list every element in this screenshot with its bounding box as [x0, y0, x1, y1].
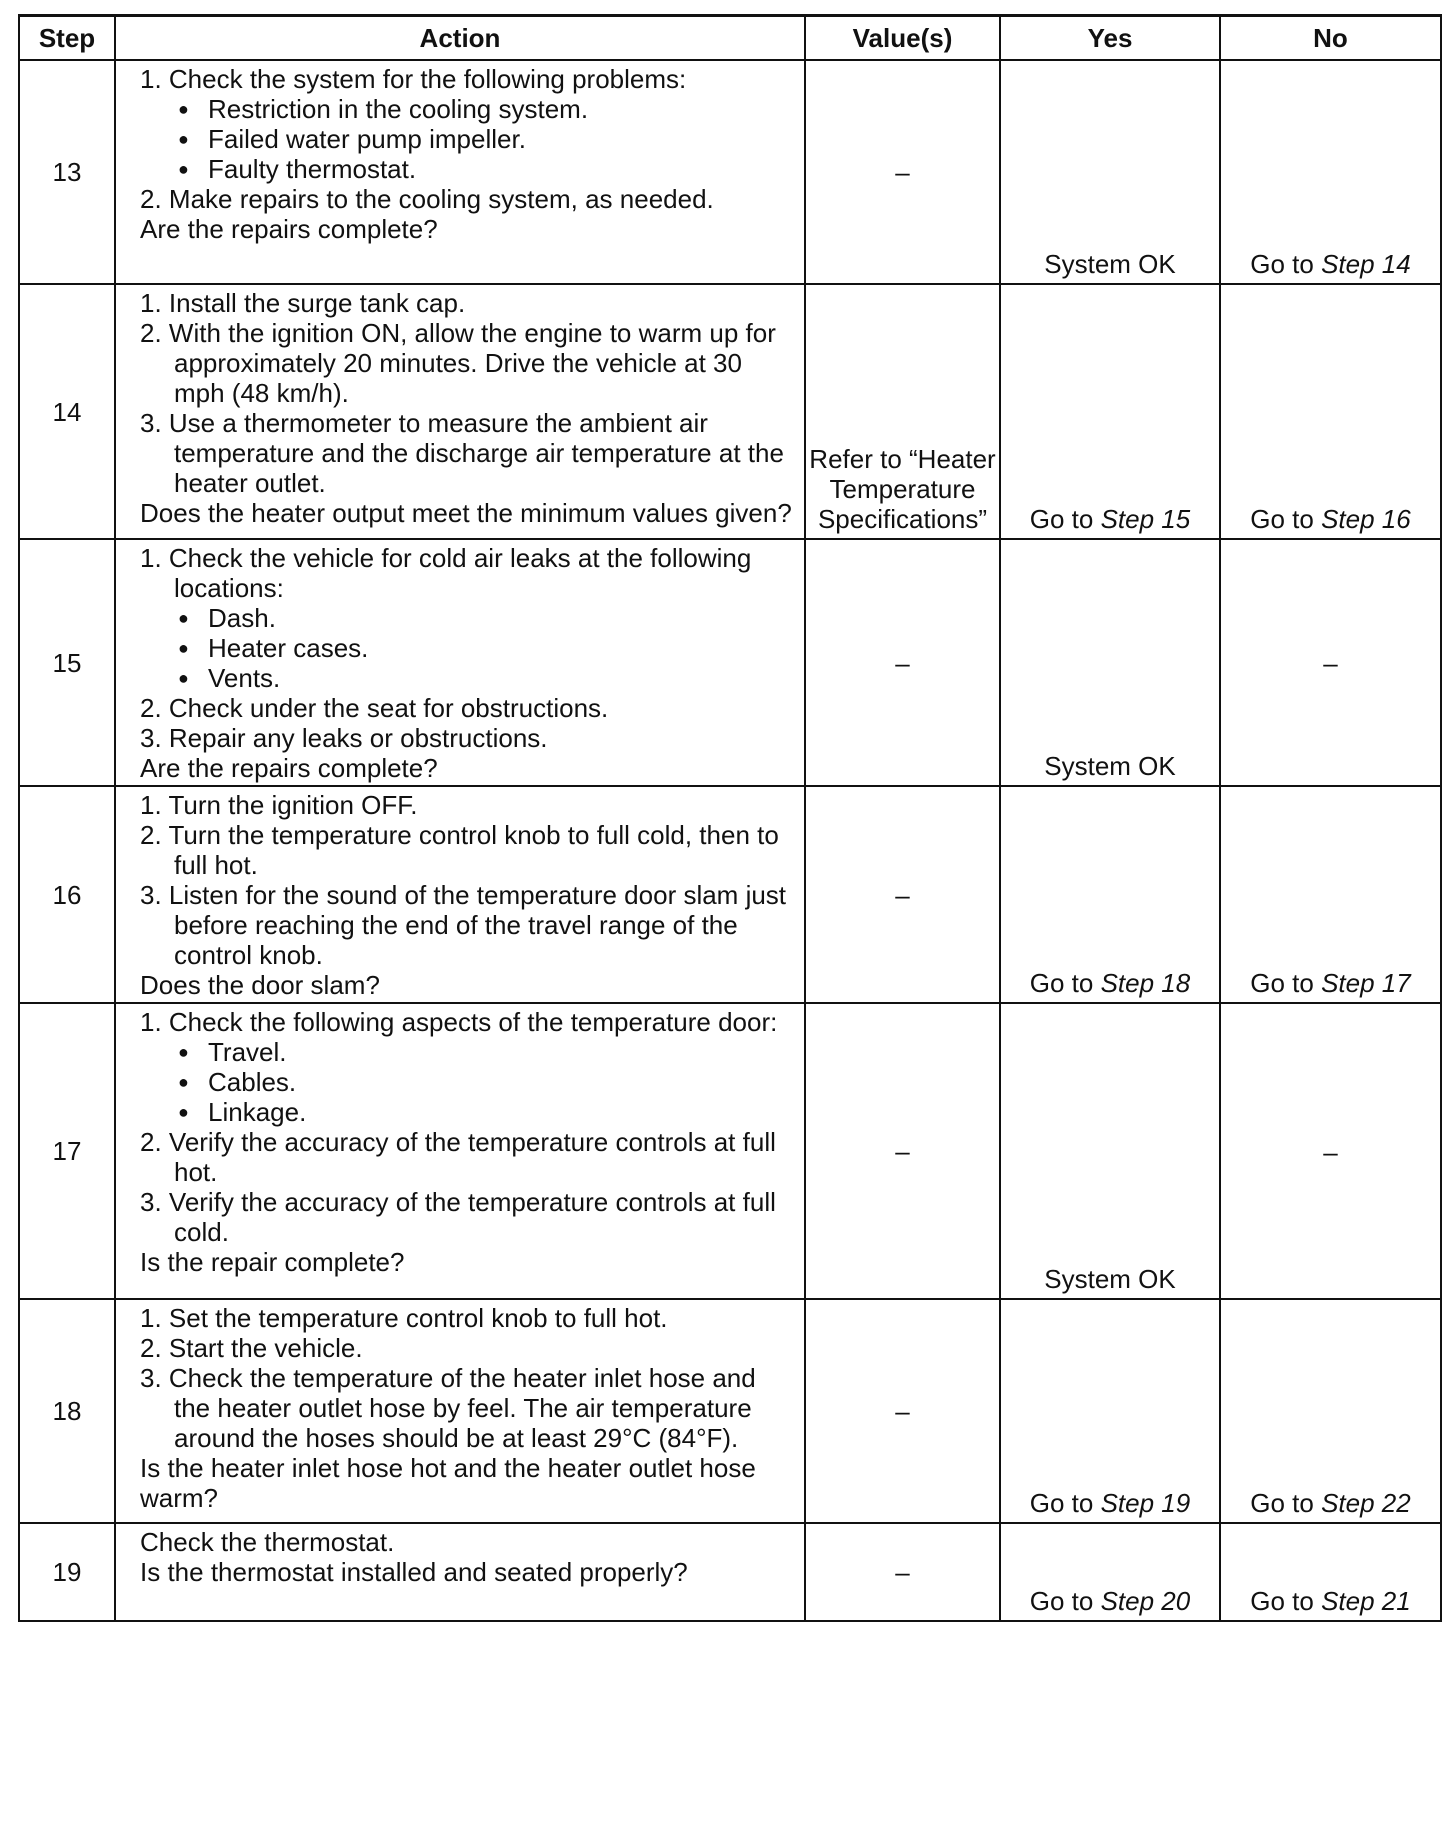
action-step-line: 3. Verify the accuracy of the temperature controls at full cold. [140, 1187, 776, 1247]
goto-step-link[interactable]: Step 20 [1100, 1586, 1191, 1616]
step-number: 19 [19, 1523, 115, 1621]
goto-step-link[interactable]: Step 14 [1321, 249, 1411, 279]
no-result [1220, 284, 1441, 539]
no-result: – [1220, 1003, 1441, 1299]
yes-result [1000, 1299, 1220, 1523]
bullet-item: ● Failed water pump impeller. [140, 124, 796, 154]
goto-step-link[interactable]: Step 16 [1321, 504, 1411, 534]
goto-step-link[interactable]: Step 15 [1100, 504, 1191, 534]
yes-result [1000, 284, 1220, 539]
step-number: 16 [19, 786, 115, 1003]
goto-text: Go to [1029, 1586, 1101, 1616]
header-no: No [1220, 16, 1441, 61]
no-result [1220, 1299, 1441, 1523]
step-number: 14 [19, 284, 115, 539]
action-step-line: 2. Start the vehicle. [140, 1333, 363, 1363]
step-number: 18 [19, 1299, 115, 1523]
value-cell: – [805, 1299, 1000, 1523]
action-step-line: 2. Make repairs to the cooling system, as needed. [140, 184, 714, 214]
step-number: 15 [19, 539, 115, 786]
action-step-line: 3. Listen for the sound of the temperature door slam just before reaching the end of the travel range of the control knob. [140, 880, 787, 970]
table-row [19, 1299, 1441, 1523]
diagnostic-table [18, 14, 1442, 1622]
diagnostic-table-sheet [18, 14, 1442, 1622]
no-result: – [1220, 539, 1441, 786]
goto-text: Go to [1250, 968, 1322, 998]
action-step-line: 1. Set the temperature control knob to full hot. [140, 1303, 668, 1333]
action-cell [115, 539, 805, 786]
bullet-item: ● Faulty thermostat. [140, 154, 796, 184]
action-cell [115, 1523, 805, 1621]
goto-text: Go to [1250, 1586, 1322, 1616]
header-action: Action [115, 16, 805, 61]
bullet-item: ● Vents. [140, 663, 796, 693]
bullet-item: ● Restriction in the cooling system. [140, 94, 796, 124]
value-cell: – [805, 1523, 1000, 1621]
action-question: Are the repairs complete? [140, 753, 438, 783]
action-cell [115, 1299, 805, 1523]
bullet-item: ● Linkage. [140, 1097, 796, 1127]
goto-step-link[interactable]: Step 21 [1321, 1586, 1411, 1616]
action-cell [115, 786, 805, 1003]
action-cell [115, 60, 805, 284]
action-step-line: 2. Check under the seat for obstructions. [140, 693, 609, 723]
no-result [1220, 60, 1441, 284]
bullet-item: ● Cables. [140, 1067, 796, 1097]
action-step-line: 3. Repair any leaks or obstructions. [140, 723, 548, 753]
goto-text: Go to [1250, 504, 1322, 534]
action-step-line: 2. Turn the temperature control knob to full cold, then to full hot. [140, 820, 779, 880]
goto-text: Go to [1029, 968, 1101, 998]
bullet-item: ● Travel. [140, 1037, 796, 1067]
yes-result: System OK [1000, 539, 1220, 786]
bullet-item: ● Dash. [140, 603, 796, 633]
table-row [19, 1523, 1441, 1621]
action-cell [115, 1003, 805, 1299]
value-cell: Refer to “Heater Temperature Specifications” [805, 284, 1000, 539]
action-question: Is the repair complete? [140, 1247, 405, 1277]
goto-step-link[interactable]: Step 22 [1321, 1488, 1411, 1518]
step-number: 17 [19, 1003, 115, 1299]
action-step-line: 3. Use a thermometer to measure the ambient air temperature and the discharge air temperature at the heater outlet. [140, 408, 784, 498]
action-step-line: 1. Install the surge tank cap. [140, 288, 466, 318]
action-step-line: Check the thermostat. [140, 1527, 395, 1557]
table-row [19, 1003, 1441, 1299]
bullet-item: ● Heater cases. [140, 633, 796, 663]
table-row [19, 786, 1441, 1003]
goto-text: Go to [1029, 504, 1101, 534]
table-row [19, 284, 1441, 539]
value-cell: – [805, 786, 1000, 1003]
action-step-line: 2. Verify the accuracy of the temperature controls at full hot. [140, 1127, 776, 1187]
action-question: Is the thermostat installed and seated properly? [140, 1557, 688, 1587]
action-question: Does the door slam? [140, 970, 380, 1000]
yes-result: System OK [1000, 60, 1220, 284]
no-result [1220, 1523, 1441, 1621]
action-question: Does the heater output meet the minimum values given? [140, 498, 792, 528]
yes-result [1000, 1523, 1220, 1621]
table-row [19, 539, 1441, 786]
action-step-line: 1. Check the system for the following problems: [140, 64, 687, 94]
header-row [19, 16, 1441, 61]
table-row [19, 60, 1441, 284]
no-result [1220, 786, 1441, 1003]
goto-text: Go to [1029, 1488, 1101, 1518]
action-step-line: 3. Check the temperature of the heater inlet hose and the heater outlet hose by feel. The air temperature around the hoses should be at least 29°C (84°F). [140, 1363, 756, 1453]
action-step-line: 1. Check the vehicle for cold air leaks at the following locations: [140, 543, 752, 603]
action-step-line: 1. Check the following aspects of the temperature door: [140, 1007, 778, 1037]
goto-step-link[interactable]: Step 17 [1321, 968, 1411, 998]
action-question: Is the heater inlet hose hot and the heater outlet hose warm? [140, 1453, 756, 1513]
value-cell: – [805, 1003, 1000, 1299]
goto-step-link[interactable]: Step 19 [1100, 1488, 1191, 1518]
action-cell [115, 284, 805, 539]
value-cell: – [805, 539, 1000, 786]
header-step: Step [19, 16, 115, 61]
goto-text: Go to [1250, 1488, 1322, 1518]
value-cell: – [805, 60, 1000, 284]
goto-text: Go to [1250, 249, 1322, 279]
header-yes: Yes [1000, 16, 1220, 61]
step-number: 13 [19, 60, 115, 284]
yes-result: System OK [1000, 1003, 1220, 1299]
action-step-line: 1. Turn the ignition OFF. [140, 790, 418, 820]
goto-step-link[interactable]: Step 18 [1100, 968, 1191, 998]
yes-result [1000, 786, 1220, 1003]
header-values: Value(s) [805, 16, 1000, 61]
action-question: Are the repairs complete? [140, 214, 438, 244]
action-step-line: 2. With the ignition ON, allow the engine to warm up for approximately 20 minutes. Drive the vehicle at 30 mph (48 km/h). [140, 318, 776, 408]
